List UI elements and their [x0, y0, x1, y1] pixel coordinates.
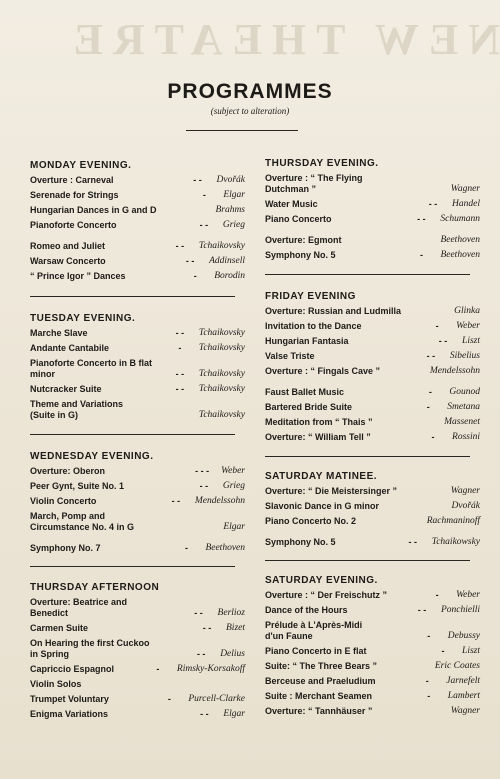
list-item: [265, 173, 480, 195]
section-saturday-matinee: [265, 471, 480, 552]
piece-title: Trumpet Voluntary: [30, 694, 109, 704]
show-through-watermark: NEW THEATRE: [63, 15, 500, 64]
list-item: Dance of the Hours - - Ponchielli: [265, 605, 480, 615]
list-item: [265, 706, 480, 717]
list-item: Carmen Suite - - Bizet: [30, 623, 245, 633]
piece-title: Overture : “ The Flying Dutchman ”: [265, 173, 363, 194]
list-item: Prélude à L'Après-Midi d'un Faune - Debussy: [265, 620, 480, 641]
composer-name: Gounod: [449, 387, 480, 397]
piece-title: March, Pomp and Circumstance No. 4 in G: [30, 511, 135, 532]
section-divider: [30, 434, 235, 435]
composer-name: Brahms: [215, 205, 245, 215]
composer-name: Elgar: [223, 709, 245, 719]
section-divider: [30, 296, 235, 297]
composer-name: Borodin: [214, 271, 245, 281]
piece-title: Suite : Merchant Seamen: [265, 691, 373, 701]
section-friday-evening: [265, 291, 480, 447]
composer-name: Ponchielli: [440, 605, 480, 615]
list-item: Andante Cantabile - Tchaikovsky: [30, 343, 245, 353]
composer-name: Rossini: [452, 432, 480, 442]
page-subtitle: (subject to alteration): [210, 106, 290, 116]
list-item: Trumpet Voluntary - Purcell-Clarke: [30, 694, 245, 704]
section-heading: SATURDAY EVENING.: [265, 575, 378, 586]
list-item: [30, 511, 245, 533]
list-item: Overture: “ William Tell ” - Rossini: [265, 432, 480, 442]
piece-title: Overture : “ Fingals Cave ”: [265, 366, 381, 376]
list-item: [265, 501, 480, 512]
section-monday-evening: [30, 160, 245, 286]
piece-title: Symphony No. 5: [265, 537, 336, 547]
section-divider: [265, 274, 470, 275]
section-heading: WEDNESDAY EVENING.: [30, 451, 154, 462]
list-item: Violin Concerto - - Mendelssohn: [30, 496, 245, 506]
list-item: [30, 679, 245, 690]
composer-name: Elgar: [223, 190, 245, 200]
composer-name: Tchaikovsky: [198, 384, 245, 394]
section-heading: THURSDAY EVENING.: [265, 158, 379, 169]
piece-title: On Hearing the first Cuckoo in Spring: [30, 638, 150, 659]
list-item: [265, 417, 480, 428]
list-item: [265, 486, 480, 497]
piece-title: Andante Cantabile: [30, 343, 110, 353]
piece-title: Capriccio Espagnol: [30, 664, 115, 674]
list-item: [30, 399, 245, 421]
composer-name: Elgar: [223, 522, 245, 532]
composer-name: Debussy: [447, 631, 480, 641]
piece-title: Symphony No. 7: [30, 543, 101, 553]
section-thursday-afternoon: [30, 582, 245, 724]
piece-title: Piano Concerto in E flat: [265, 646, 367, 656]
composer-name: Lambert: [447, 691, 480, 701]
piece-title: Overture : Carneval: [30, 175, 114, 185]
list-item: Overture: Oberon - - - Weber: [30, 466, 245, 476]
piece-title: Bartered Bride Suite: [265, 402, 353, 412]
list-item: Water Music - - Handel: [265, 199, 480, 209]
piece-title: Piano Concerto No. 2: [265, 516, 357, 526]
composer-name: Rachmaninoff: [426, 516, 480, 526]
composer-name: Wagner: [450, 184, 480, 194]
piece-title: Prélude à L'Après-Midi d'un Faune: [265, 620, 363, 641]
composer-name: Beethoven: [205, 543, 245, 553]
piece-title: Carmen Suite: [30, 623, 89, 633]
piece-title: Slavonic Dance in G minor: [265, 501, 380, 511]
list-item: Suite : Merchant Seamen - Lambert: [265, 691, 480, 701]
piece-title: Faust Ballet Music: [265, 387, 345, 397]
composer-name: Dvořák: [216, 175, 245, 185]
piece-title: Overture: Russian and Ludmilla: [265, 306, 402, 316]
section-divider: [265, 560, 470, 561]
list-item: Pianoforte Concerto - - Grieg: [30, 220, 245, 230]
section-heading: SATURDAY MATINEE.: [265, 471, 378, 482]
title-divider: [186, 130, 298, 131]
list-item: Bartered Bride Suite - Smetana: [265, 402, 480, 412]
list-item: [265, 366, 480, 377]
composer-name: Tchaikowsky: [431, 537, 480, 547]
list-item: “ Prince Igor ” Dances - Borodin: [30, 271, 245, 281]
list-item: Berceuse and Praeludium - Jarnefelt: [265, 676, 480, 686]
composer-name: Tchaikovsky: [198, 343, 245, 353]
composer-name: Delius: [220, 649, 245, 659]
list-item: Overture : Carneval - - Dvořák: [30, 175, 245, 185]
list-item: Pianoforte Concerto in B flat minor - - Tchaikovsky: [30, 358, 245, 379]
list-item: Serenade for Strings - Elgar: [30, 190, 245, 200]
list-item: Symphony No. 5 - Beethoven: [265, 250, 480, 260]
piece-title: Suite: “ The Three Bears ”: [265, 661, 378, 671]
composer-name: Addinsell: [209, 256, 245, 266]
composer-name: Sibelius: [449, 351, 480, 361]
list-item: [30, 205, 245, 216]
section-thursday-evening: [265, 158, 480, 265]
piece-title: Valse Triste: [265, 351, 315, 361]
list-item: Symphony No. 5 - - Tchaikowsky: [265, 537, 480, 547]
piece-title: Peer Gynt, Suite No. 1: [30, 481, 125, 491]
composer-name: Dvořák: [451, 501, 480, 511]
list-item: Valse Triste - - Sibelius: [265, 351, 480, 361]
piece-title: Piano Concerto: [265, 214, 332, 224]
section-heading: MONDAY EVENING.: [30, 160, 132, 171]
composer-name: Grieg: [222, 481, 245, 491]
piece-title: Nutcracker Suite: [30, 384, 102, 394]
composer-name: Tchaikovsky: [198, 241, 245, 251]
composer-name: Schumann: [440, 214, 480, 224]
piece-title: Hungarian Dances in G and D: [30, 205, 157, 215]
piece-title: Violin Solos: [30, 679, 82, 689]
list-item: Marche Slave - - Tchaikovsky: [30, 328, 245, 338]
list-item: Peer Gynt, Suite No. 1 - - Grieg: [30, 481, 245, 491]
composer-name: Tchaikovsky: [198, 410, 245, 420]
piece-title: Overture: “ Tannhäuser ”: [265, 706, 373, 716]
piece-title: Marche Slave: [30, 328, 88, 338]
piece-title: Pianoforte Concerto: [30, 220, 117, 230]
piece-title: Overture: Oberon: [30, 466, 106, 476]
section-heading: TUESDAY EVENING.: [30, 313, 136, 324]
list-item: Capriccio Espagnol - Rimsky-Korsakoff: [30, 664, 245, 674]
piece-title: Warsaw Concerto: [30, 256, 106, 266]
composer-name: Massenet: [444, 417, 480, 427]
composer-name: Liszt: [462, 336, 480, 346]
list-item: [265, 235, 480, 246]
piece-title: Meditation from “ Thais ”: [265, 417, 373, 427]
composer-name: Wagner: [450, 706, 480, 716]
list-item: Romeo and Juliet - - Tchaikovsky: [30, 241, 245, 251]
composer-name: Jarnefelt: [446, 676, 480, 686]
list-item: Nutcracker Suite - - Tchaikovsky: [30, 384, 245, 394]
piece-title: Overture : “ Der Freischutz ”: [265, 590, 388, 600]
piece-title: Dance of the Hours: [265, 605, 348, 615]
piece-title: Invitation to the Dance: [265, 321, 362, 331]
piece-title: “ Prince Igor ” Dances: [30, 271, 126, 281]
piece-title: Berceuse and Praeludium: [265, 676, 376, 686]
composer-name: Purcell-Clarke: [188, 694, 245, 704]
composer-name: Mendelssohn: [429, 366, 480, 376]
piece-title: Pianoforte Concerto in B flat minor: [30, 358, 153, 379]
list-item: [265, 661, 480, 672]
list-item: Piano Concerto - - Schumann: [265, 214, 480, 224]
composer-name: Beethoven: [440, 235, 480, 245]
composer-name: Eric Coates: [434, 661, 480, 671]
list-item: Invitation to the Dance - Weber: [265, 321, 480, 331]
composer-name: Bizet: [226, 623, 245, 633]
list-item: Hungarian Fantasia - - Liszt: [265, 336, 480, 346]
composer-name: Beethoven: [440, 250, 480, 260]
list-item: Overture : “ Der Freischutz ” - Weber: [265, 590, 480, 600]
piece-title: Serenade for Strings: [30, 190, 119, 200]
composer-name: Tchaikovsky: [198, 369, 245, 379]
list-item: [265, 516, 480, 527]
list-item: Warsaw Concerto - - Addinsell: [30, 256, 245, 266]
list-item: Enigma Variations - - Elgar: [30, 709, 245, 719]
piece-title: Hungarian Fantasia: [265, 336, 349, 346]
composer-name: Weber: [456, 590, 480, 600]
composer-name: Berlioz: [217, 608, 245, 618]
composer-name: Weber: [456, 321, 480, 331]
composer-name: Glinka: [454, 306, 480, 316]
list-item: Piano Concerto in E flat - Liszt: [265, 646, 480, 656]
list-item: [265, 306, 480, 317]
composer-name: Weber: [221, 466, 245, 476]
section-divider: [30, 566, 235, 567]
piece-title: Symphony No. 5: [265, 250, 336, 260]
list-item: Symphony No. 7 - Beethoven: [30, 543, 245, 553]
piece-title: Overture: “ William Tell ”: [265, 432, 371, 442]
section-wednesday-evening: [30, 451, 245, 558]
section-tuesday-evening: [30, 313, 245, 425]
composer-name: Tchaikovsky: [198, 328, 245, 338]
composer-name: Rimsky-Korsakoff: [176, 664, 245, 674]
list-item: Faust Ballet Music - Gounod: [265, 387, 480, 397]
composer-name: Wagner: [450, 486, 480, 496]
piece-title: Overture: Beatrice and Benedict: [30, 597, 128, 618]
section-divider: [265, 456, 470, 457]
composer-name: Smetana: [447, 402, 480, 412]
page-title: PROGRAMMES: [167, 80, 333, 103]
piece-title: Romeo and Juliet: [30, 241, 106, 251]
composer-name: Handel: [452, 199, 480, 209]
piece-title: Enigma Variations: [30, 709, 109, 719]
composer-name: Mendelssohn: [194, 496, 245, 506]
piece-title: Overture: “ Die Meistersinger ”: [265, 486, 398, 496]
list-item: On Hearing the first Cuckoo in Spring - - Delius: [30, 638, 245, 659]
section-saturday-evening: [265, 575, 480, 721]
piece-title: Water Music: [265, 199, 318, 209]
list-item: Overture: Beatrice and Benedict - - Berlioz: [30, 597, 245, 618]
piece-title: Violin Concerto: [30, 496, 97, 506]
section-heading: FRIDAY EVENING: [265, 291, 356, 302]
composer-name: Grieg: [222, 220, 245, 230]
piece-title: Overture: Egmont: [265, 235, 342, 245]
piece-title: Theme and Variations (Suite in G): [30, 399, 124, 420]
section-heading: THURSDAY AFTERNOON: [30, 582, 160, 593]
composer-name: Liszt: [462, 646, 480, 656]
